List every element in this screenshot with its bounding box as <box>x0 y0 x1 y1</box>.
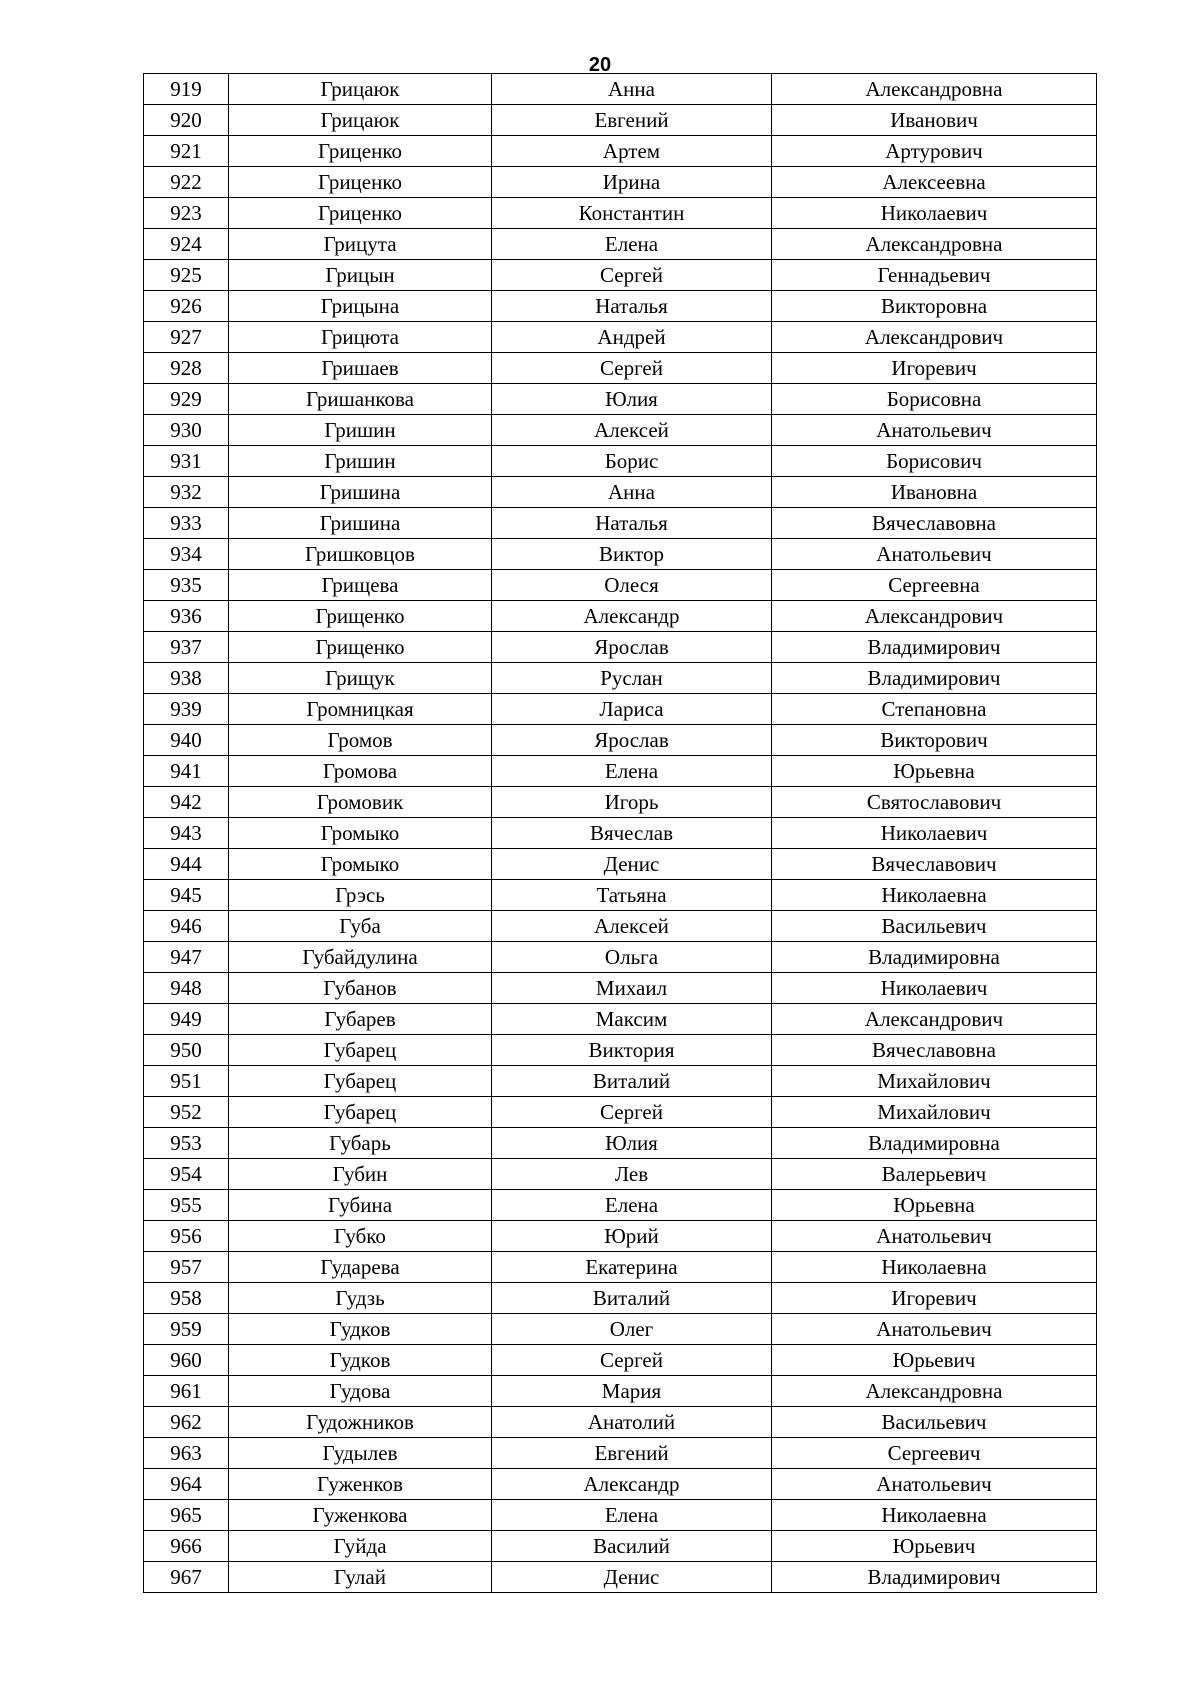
first-name-cell: Евгений <box>492 105 772 136</box>
row-number-cell: 958 <box>144 1283 229 1314</box>
patronymic-cell: Николаевич <box>772 818 1097 849</box>
table-row <box>144 570 1097 601</box>
first-name-cell: Борис <box>492 446 772 477</box>
row-number-cell: 942 <box>144 787 229 818</box>
first-name-cell: Анна <box>492 477 772 508</box>
first-name-cell: Михаил <box>492 973 772 1004</box>
first-name-cell: Ярослав <box>492 725 772 756</box>
patronymic-cell: Александровна <box>772 74 1097 105</box>
patronymic-cell: Сергеевна <box>772 570 1097 601</box>
first-name-cell: Олеся <box>492 570 772 601</box>
row-number-cell: 938 <box>144 663 229 694</box>
patronymic-cell: Александровна <box>772 1376 1097 1407</box>
table-row <box>144 1438 1097 1469</box>
row-number-cell: 928 <box>144 353 229 384</box>
table-row <box>144 229 1097 260</box>
patronymic-cell: Александрович <box>772 322 1097 353</box>
patronymic-cell: Валерьевич <box>772 1159 1097 1190</box>
table-row <box>144 1531 1097 1562</box>
table-row <box>144 1345 1097 1376</box>
patronymic-cell: Степановна <box>772 694 1097 725</box>
table-row <box>144 911 1097 942</box>
surname-cell: Губин <box>229 1159 492 1190</box>
table-row <box>144 74 1097 105</box>
table-row <box>144 322 1097 353</box>
table-row <box>144 1500 1097 1531</box>
table-row <box>144 1004 1097 1035</box>
first-name-cell: Артем <box>492 136 772 167</box>
table-row <box>144 756 1097 787</box>
first-name-cell: Елена <box>492 756 772 787</box>
first-name-cell: Ирина <box>492 167 772 198</box>
first-name-cell: Сергей <box>492 1345 772 1376</box>
table-row <box>144 167 1097 198</box>
table-row <box>144 601 1097 632</box>
surname-cell: Громыко <box>229 849 492 880</box>
patronymic-cell: Николаевна <box>772 1252 1097 1283</box>
surname-cell: Грицаюк <box>229 74 492 105</box>
patronymic-cell: Николаевич <box>772 973 1097 1004</box>
row-number-cell: 953 <box>144 1128 229 1159</box>
patronymic-cell: Анатольевич <box>772 539 1097 570</box>
table-row <box>144 1190 1097 1221</box>
table-row <box>144 1407 1097 1438</box>
surname-cell: Грищенко <box>229 632 492 663</box>
row-number-cell: 946 <box>144 911 229 942</box>
first-name-cell: Александр <box>492 1469 772 1500</box>
table-row <box>144 446 1097 477</box>
table-row <box>144 260 1097 291</box>
table-row <box>144 663 1097 694</box>
surname-cell: Губко <box>229 1221 492 1252</box>
surname-cell: Гудожников <box>229 1407 492 1438</box>
table-row <box>144 1128 1097 1159</box>
first-name-cell: Сергей <box>492 260 772 291</box>
table-row <box>144 694 1097 725</box>
row-number-cell: 920 <box>144 105 229 136</box>
table-row <box>144 1283 1097 1314</box>
patronymic-cell: Алексеевна <box>772 167 1097 198</box>
patronymic-cell: Александровна <box>772 229 1097 260</box>
table-row <box>144 1159 1097 1190</box>
row-number-cell: 954 <box>144 1159 229 1190</box>
patronymic-cell: Анатольевич <box>772 415 1097 446</box>
row-number-cell: 936 <box>144 601 229 632</box>
first-name-cell: Виктор <box>492 539 772 570</box>
row-number-cell: 947 <box>144 942 229 973</box>
patronymic-cell: Юрьевич <box>772 1345 1097 1376</box>
table-row <box>144 787 1097 818</box>
surname-cell: Гударева <box>229 1252 492 1283</box>
row-number-cell: 929 <box>144 384 229 415</box>
name-roster-table <box>143 73 1097 1593</box>
table-row <box>144 942 1097 973</box>
first-name-cell: Екатерина <box>492 1252 772 1283</box>
table-row <box>144 1097 1097 1128</box>
first-name-cell: Константин <box>492 198 772 229</box>
surname-cell: Губарец <box>229 1066 492 1097</box>
patronymic-cell: Сергеевич <box>772 1438 1097 1469</box>
first-name-cell: Сергей <box>492 1097 772 1128</box>
row-number-cell: 949 <box>144 1004 229 1035</box>
patronymic-cell: Васильевич <box>772 911 1097 942</box>
table-row <box>144 1376 1097 1407</box>
row-number-cell: 927 <box>144 322 229 353</box>
row-number-cell: 967 <box>144 1562 229 1593</box>
surname-cell: Гриценко <box>229 167 492 198</box>
table-row <box>144 1066 1097 1097</box>
first-name-cell: Олег <box>492 1314 772 1345</box>
surname-cell: Гулай <box>229 1562 492 1593</box>
patronymic-cell: Владимировна <box>772 1128 1097 1159</box>
surname-cell: Громова <box>229 756 492 787</box>
table-row <box>144 632 1097 663</box>
row-number-cell: 934 <box>144 539 229 570</box>
first-name-cell: Татьяна <box>492 880 772 911</box>
surname-cell: Грэсь <box>229 880 492 911</box>
surname-cell: Губарев <box>229 1004 492 1035</box>
surname-cell: Громыко <box>229 818 492 849</box>
table-row <box>144 849 1097 880</box>
row-number-cell: 964 <box>144 1469 229 1500</box>
first-name-cell: Виталий <box>492 1066 772 1097</box>
patronymic-cell: Борисович <box>772 446 1097 477</box>
row-number-cell: 923 <box>144 198 229 229</box>
first-name-cell: Виктория <box>492 1035 772 1066</box>
table-row <box>144 1035 1097 1066</box>
surname-cell: Гуженкова <box>229 1500 492 1531</box>
table-row <box>144 1469 1097 1500</box>
table-row <box>144 818 1097 849</box>
surname-cell: Губанов <box>229 973 492 1004</box>
surname-cell: Гуженков <box>229 1469 492 1500</box>
table-row <box>144 1221 1097 1252</box>
patronymic-cell: Иванович <box>772 105 1097 136</box>
first-name-cell: Ольга <box>492 942 772 973</box>
first-name-cell: Юрий <box>492 1221 772 1252</box>
surname-cell: Губайдулина <box>229 942 492 973</box>
row-number-cell: 965 <box>144 1500 229 1531</box>
first-name-cell: Лев <box>492 1159 772 1190</box>
surname-cell: Грицута <box>229 229 492 260</box>
surname-cell: Гришковцов <box>229 539 492 570</box>
row-number-cell: 962 <box>144 1407 229 1438</box>
patronymic-cell: Анатольевич <box>772 1221 1097 1252</box>
row-number-cell: 919 <box>144 74 229 105</box>
patronymic-cell: Борисовна <box>772 384 1097 415</box>
row-number-cell: 956 <box>144 1221 229 1252</box>
patronymic-cell: Александрович <box>772 601 1097 632</box>
row-number-cell: 922 <box>144 167 229 198</box>
first-name-cell: Максим <box>492 1004 772 1035</box>
first-name-cell: Анатолий <box>492 1407 772 1438</box>
first-name-cell: Евгений <box>492 1438 772 1469</box>
surname-cell: Гудков <box>229 1345 492 1376</box>
patronymic-cell: Николаевич <box>772 198 1097 229</box>
first-name-cell: Василий <box>492 1531 772 1562</box>
first-name-cell: Мария <box>492 1376 772 1407</box>
first-name-cell: Вячеслав <box>492 818 772 849</box>
first-name-cell: Андрей <box>492 322 772 353</box>
surname-cell: Гудылев <box>229 1438 492 1469</box>
row-number-cell: 921 <box>144 136 229 167</box>
first-name-cell: Денис <box>492 1562 772 1593</box>
surname-cell: Гришина <box>229 508 492 539</box>
surname-cell: Громницкая <box>229 694 492 725</box>
row-number-cell: 930 <box>144 415 229 446</box>
table-row <box>144 105 1097 136</box>
surname-cell: Гриценко <box>229 136 492 167</box>
surname-cell: Грищук <box>229 663 492 694</box>
patronymic-cell: Викторович <box>772 725 1097 756</box>
patronymic-cell: Владимирович <box>772 632 1097 663</box>
table-row <box>144 477 1097 508</box>
surname-cell: Губа <box>229 911 492 942</box>
surname-cell: Губина <box>229 1190 492 1221</box>
table-row <box>144 539 1097 570</box>
first-name-cell: Ярослав <box>492 632 772 663</box>
surname-cell: Грицаюк <box>229 105 492 136</box>
surname-cell: Грицюта <box>229 322 492 353</box>
first-name-cell: Юлия <box>492 384 772 415</box>
patronymic-cell: Ивановна <box>772 477 1097 508</box>
patronymic-cell: Вячеславович <box>772 849 1097 880</box>
surname-cell: Грищева <box>229 570 492 601</box>
patronymic-cell: Юрьевич <box>772 1531 1097 1562</box>
first-name-cell: Елена <box>492 229 772 260</box>
surname-cell: Гудзь <box>229 1283 492 1314</box>
first-name-cell: Сергей <box>492 353 772 384</box>
surname-cell: Громовик <box>229 787 492 818</box>
row-number-cell: 951 <box>144 1066 229 1097</box>
row-number-cell: 933 <box>144 508 229 539</box>
row-number-cell: 940 <box>144 725 229 756</box>
surname-cell: Грищенко <box>229 601 492 632</box>
row-number-cell: 950 <box>144 1035 229 1066</box>
patronymic-cell: Вячеславовна <box>772 508 1097 539</box>
surname-cell: Гудова <box>229 1376 492 1407</box>
row-number-cell: 948 <box>144 973 229 1004</box>
patronymic-cell: Александрович <box>772 1004 1097 1035</box>
row-number-cell: 960 <box>144 1345 229 1376</box>
surname-cell: Губарь <box>229 1128 492 1159</box>
table-row <box>144 1252 1097 1283</box>
table-row <box>144 353 1097 384</box>
patronymic-cell: Васильевич <box>772 1407 1097 1438</box>
row-number-cell: 966 <box>144 1531 229 1562</box>
row-number-cell: 952 <box>144 1097 229 1128</box>
row-number-cell: 925 <box>144 260 229 291</box>
row-number-cell: 963 <box>144 1438 229 1469</box>
patronymic-cell: Геннадьевич <box>772 260 1097 291</box>
table-row <box>144 880 1097 911</box>
table-row <box>144 508 1097 539</box>
first-name-cell: Наталья <box>492 291 772 322</box>
row-number-cell: 937 <box>144 632 229 663</box>
first-name-cell: Александр <box>492 601 772 632</box>
row-number-cell: 939 <box>144 694 229 725</box>
surname-cell: Губарец <box>229 1035 492 1066</box>
row-number-cell: 932 <box>144 477 229 508</box>
surname-cell: Гришанкова <box>229 384 492 415</box>
table-row <box>144 725 1097 756</box>
patronymic-cell: Артурович <box>772 136 1097 167</box>
patronymic-cell: Михайлович <box>772 1097 1097 1128</box>
row-number-cell: 959 <box>144 1314 229 1345</box>
table-row <box>144 1314 1097 1345</box>
first-name-cell: Алексей <box>492 911 772 942</box>
first-name-cell: Анна <box>492 74 772 105</box>
row-number-cell: 941 <box>144 756 229 787</box>
row-number-cell: 957 <box>144 1252 229 1283</box>
patronymic-cell: Святославович <box>772 787 1097 818</box>
table-row <box>144 415 1097 446</box>
patronymic-cell: Анатольевич <box>772 1469 1097 1500</box>
surname-cell: Гриценко <box>229 198 492 229</box>
patronymic-cell: Вячеславовна <box>772 1035 1097 1066</box>
patronymic-cell: Николаевна <box>772 1500 1097 1531</box>
surname-cell: Громов <box>229 725 492 756</box>
patronymic-cell: Владимирович <box>772 1562 1097 1593</box>
roster-body <box>144 74 1097 1593</box>
patronymic-cell: Владимировна <box>772 942 1097 973</box>
row-number-cell: 945 <box>144 880 229 911</box>
first-name-cell: Игорь <box>492 787 772 818</box>
surname-cell: Гришина <box>229 477 492 508</box>
row-number-cell: 935 <box>144 570 229 601</box>
surname-cell: Гришаев <box>229 353 492 384</box>
surname-cell: Гудков <box>229 1314 492 1345</box>
row-number-cell: 924 <box>144 229 229 260</box>
first-name-cell: Елена <box>492 1500 772 1531</box>
first-name-cell: Юлия <box>492 1128 772 1159</box>
table-row <box>144 384 1097 415</box>
first-name-cell: Денис <box>492 849 772 880</box>
surname-cell: Грицына <box>229 291 492 322</box>
surname-cell: Гришин <box>229 415 492 446</box>
surname-cell: Гуйда <box>229 1531 492 1562</box>
table-row <box>144 1562 1097 1593</box>
page-number: 20 <box>588 54 612 76</box>
first-name-cell: Елена <box>492 1190 772 1221</box>
first-name-cell: Наталья <box>492 508 772 539</box>
table-row <box>144 973 1097 1004</box>
patronymic-cell: Владимирович <box>772 663 1097 694</box>
row-number-cell: 955 <box>144 1190 229 1221</box>
patronymic-cell: Юрьевна <box>772 1190 1097 1221</box>
table-row <box>144 136 1097 167</box>
surname-cell: Гришин <box>229 446 492 477</box>
patronymic-cell: Михайлович <box>772 1066 1097 1097</box>
patronymic-cell: Николаевна <box>772 880 1097 911</box>
first-name-cell: Руслан <box>492 663 772 694</box>
table-row <box>144 291 1097 322</box>
first-name-cell: Алексей <box>492 415 772 446</box>
row-number-cell: 944 <box>144 849 229 880</box>
row-number-cell: 961 <box>144 1376 229 1407</box>
row-number-cell: 943 <box>144 818 229 849</box>
surname-cell: Губарец <box>229 1097 492 1128</box>
patronymic-cell: Игоревич <box>772 353 1097 384</box>
first-name-cell: Лариса <box>492 694 772 725</box>
patronymic-cell: Викторовна <box>772 291 1097 322</box>
surname-cell: Грицын <box>229 260 492 291</box>
patronymic-cell: Анатольевич <box>772 1314 1097 1345</box>
first-name-cell: Виталий <box>492 1283 772 1314</box>
row-number-cell: 931 <box>144 446 229 477</box>
row-number-cell: 926 <box>144 291 229 322</box>
table-row <box>144 198 1097 229</box>
patronymic-cell: Юрьевна <box>772 756 1097 787</box>
patronymic-cell: Игоревич <box>772 1283 1097 1314</box>
